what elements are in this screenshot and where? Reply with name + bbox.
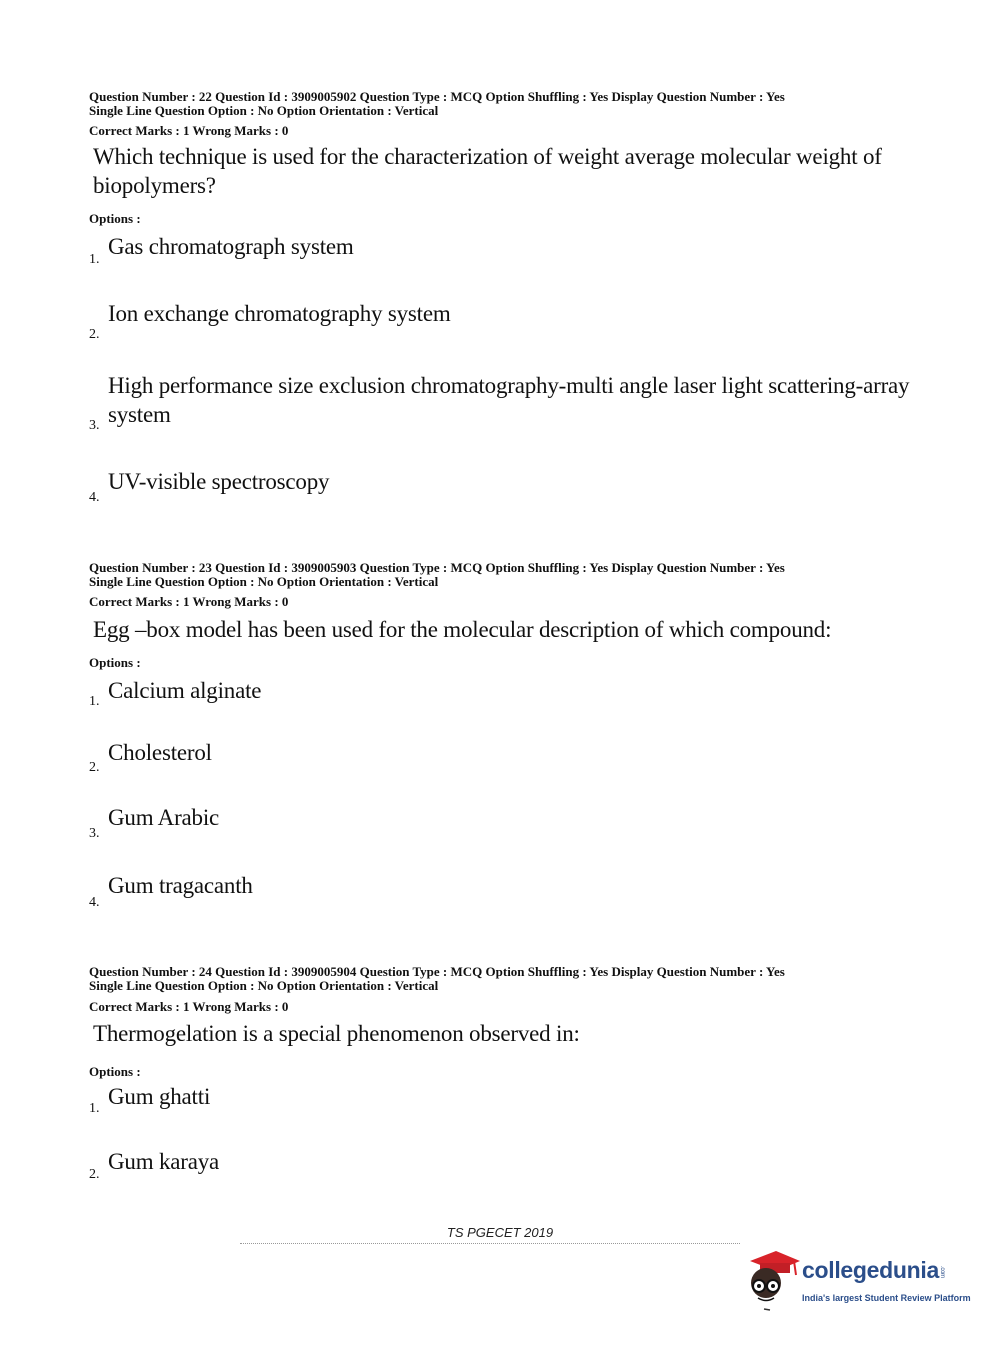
logo-com-suffix: .com: [938, 1266, 945, 1278]
graduate-mascot-icon: [742, 1249, 800, 1311]
question-marks: Correct Marks : 1 Wrong Marks : 0: [89, 594, 289, 609]
option-number: 2.: [89, 327, 100, 342]
option-text: Ion exchange chromatography system: [108, 301, 451, 326]
collegedunia-logo: [742, 1249, 972, 1315]
option-text: Gas chromatograph system: [108, 234, 354, 259]
option-text: Gum tragacanth: [108, 873, 253, 898]
question-meta-line-1: Question Number : 23 Question Id : 3909005903 Question Type : MCQ Option Shuffling : Yes Display Question Number : Yes: [89, 560, 785, 575]
footer-divider: [240, 1243, 740, 1246]
logo-tagline: India's largest Student Review Platform: [802, 1293, 971, 1303]
option-number: 4.: [89, 490, 100, 505]
option-number: 2.: [89, 760, 100, 775]
options-label: Options :: [89, 1064, 141, 1079]
option-text: Gum karaya: [108, 1149, 220, 1174]
option-text: Gum ghatti: [108, 1084, 211, 1109]
question-text: Which technique is used for the characterization of weight average molecular weight of biopolymers?: [93, 144, 882, 198]
question-marks: Correct Marks : 1 Wrong Marks : 0: [89, 999, 289, 1014]
option-number: 4.: [89, 895, 100, 910]
question-meta-line-2: Single Line Question Option : No Option Orientation : Vertical: [89, 978, 439, 993]
option-number: 2.: [89, 1167, 100, 1182]
option-text: Gum Arabic: [108, 805, 220, 830]
question-meta-line-1: Question Number : 24 Question Id : 3909005904 Question Type : MCQ Option Shuffling : Yes Display Question Number : Yes: [89, 964, 785, 979]
logo-brand-name: collegedunia: [802, 1257, 939, 1283]
option-text: UV-visible spectroscopy: [108, 469, 330, 494]
question-text: Thermogelation is a special phenomenon observed in:: [93, 1021, 580, 1046]
question-marks: Correct Marks : 1 Wrong Marks : 0: [89, 123, 289, 138]
question-text: Egg –box model has been used for the molecular description of which compound:: [93, 617, 832, 642]
options-label: Options :: [89, 655, 141, 670]
footer-exam-label: TS PGECET 2019: [446, 1225, 554, 1240]
question-meta-line-2: Single Line Question Option : No Option Orientation : Vertical: [89, 574, 439, 589]
option-number: 1.: [89, 694, 100, 709]
option-text: Calcium alginate: [108, 678, 262, 703]
question-meta-line-1: Question Number : 22 Question Id : 3909005902 Question Type : MCQ Option Shuffling : Yes Display Question Number : Yes: [89, 89, 785, 104]
option-text: Cholesterol: [108, 740, 212, 765]
logo-brand-text: [802, 1257, 945, 1284]
option-number: 1.: [89, 252, 100, 267]
options-label: Options :: [89, 211, 141, 226]
option-number: 1.: [89, 1101, 100, 1116]
option-text: High performance size exclusion chromatography-multi angle laser light scattering-array system: [108, 373, 910, 427]
option-number: 3.: [89, 826, 100, 841]
question-meta-line-2: Single Line Question Option : No Option Orientation : Vertical: [89, 103, 439, 118]
option-number: 3.: [89, 418, 100, 433]
